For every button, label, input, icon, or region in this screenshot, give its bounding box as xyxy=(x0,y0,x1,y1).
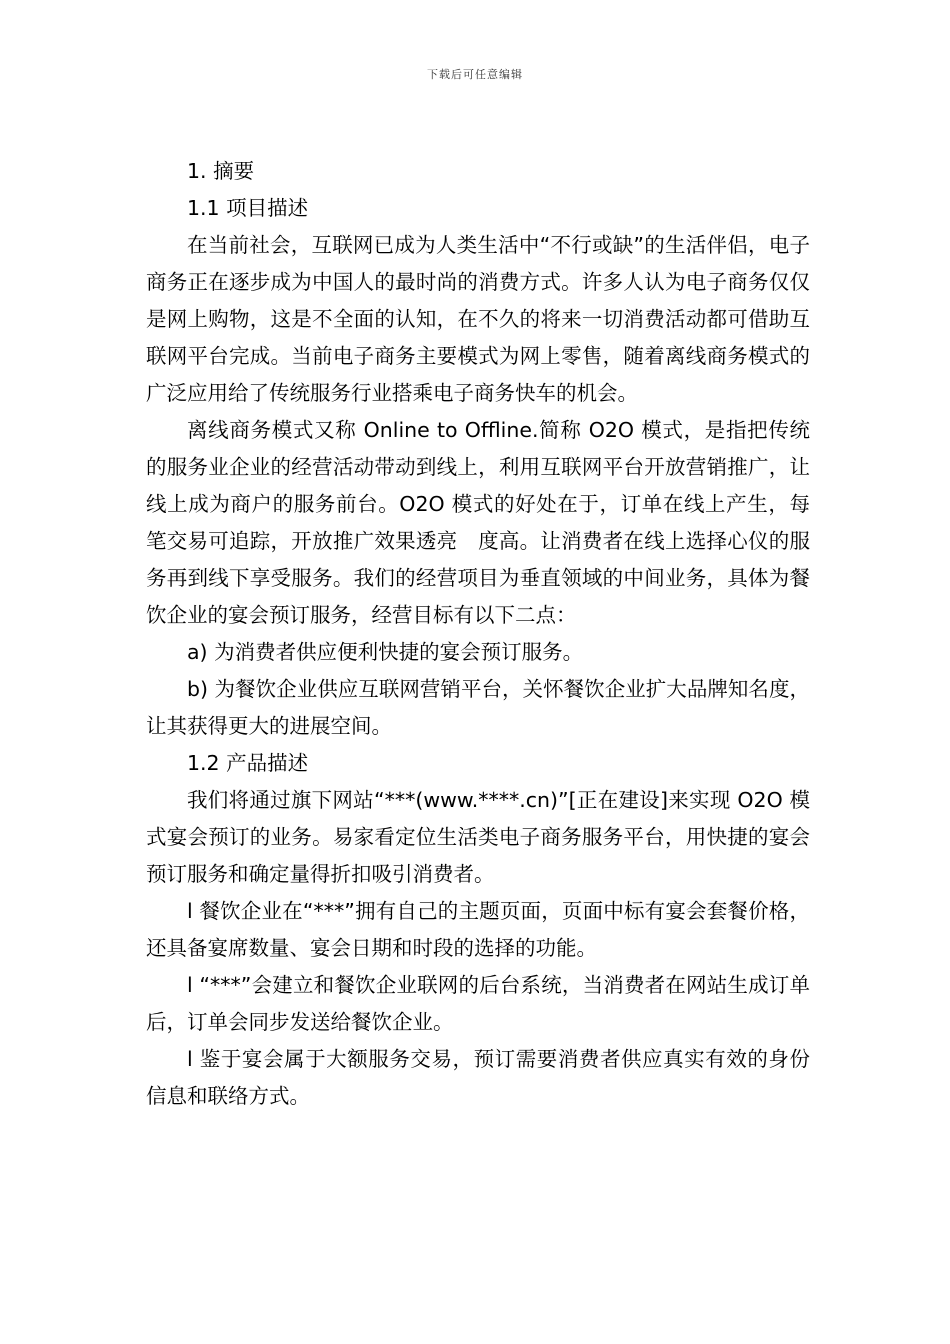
bullet-item-2: l “***”会建立和餐饮企业联网的后台系统，当消费者在网站生成订单后，订单会同步发送给餐饮企业。 xyxy=(146,973,810,1034)
paragraph-o2o: 离线商务模式又称 Online to Offline.简称 O2O 模式，是指把传统的服务业企业的经营活动带动到线上，利用互联网平台开放营销推广，让线上成为商户的服务前台。O2O 模式的好处在于，订单在线上产生，每笔交易可追踪，开放推广效果透亮 度高。让消费者在线上选择心仪的服务再到线下享受服务。我们的经营项目为垂直领域的中间业务，具体为餐饮企业的宴会预订服务，经营目标有以下二点： xyxy=(146,418,810,627)
list-item-b: b) 为餐饮企业供应互联网营销平台，关怀餐饮企业扩大品牌知名度，让其获得更大的进展空间。 xyxy=(146,677,810,738)
bullet-item-3: l 鉴于宴会属于大额服务交易，预订需要消费者供应真实有效的身份信息和联络方式。 xyxy=(146,1047,810,1108)
section-heading-product-description: 1.2 产品描述 xyxy=(187,751,309,775)
paragraph-intro: 在当前社会，互联网已成为人类生活中“不行或缺”的生活伴侣，电子商务正在逐步成为中国人的最时尚的消费方式。许多人认为电子商务仅仅是网上购物，这是不全面的认知，在不久的将来一切消费活动都可借助互联网平台完成。当前电子商务主要模式为网上零售，随着离线商务模式的广泛应用给了传统服务行业搭乘电子商务快车的机会。 xyxy=(146,233,810,405)
section-heading-summary: 1. 摘要 xyxy=(187,159,255,183)
document-body xyxy=(146,153,810,1115)
section-heading-project-description: 1.1 项目描述 xyxy=(187,196,309,220)
list-item-a: a) 为消费者供应便利快捷的宴会预订服务。 xyxy=(187,640,584,664)
header-note: 下载后可任意编辑 xyxy=(427,68,523,81)
bullet-item-1: l 餐饮企业在“***”拥有自己的主题页面，页面中标有宴会套餐价格，还具备宴席数量、宴会日期和时段的选择的功能。 xyxy=(146,899,810,960)
paragraph-product: 我们将通过旗下网站“***(www.****.cn)”[正在建设]来实现 O2O 模式宴会预订的业务。易家看定位生活类电子商务服务平台，用快捷的宴会预订服务和确定量得折扣吸引消费者。 xyxy=(146,788,810,886)
